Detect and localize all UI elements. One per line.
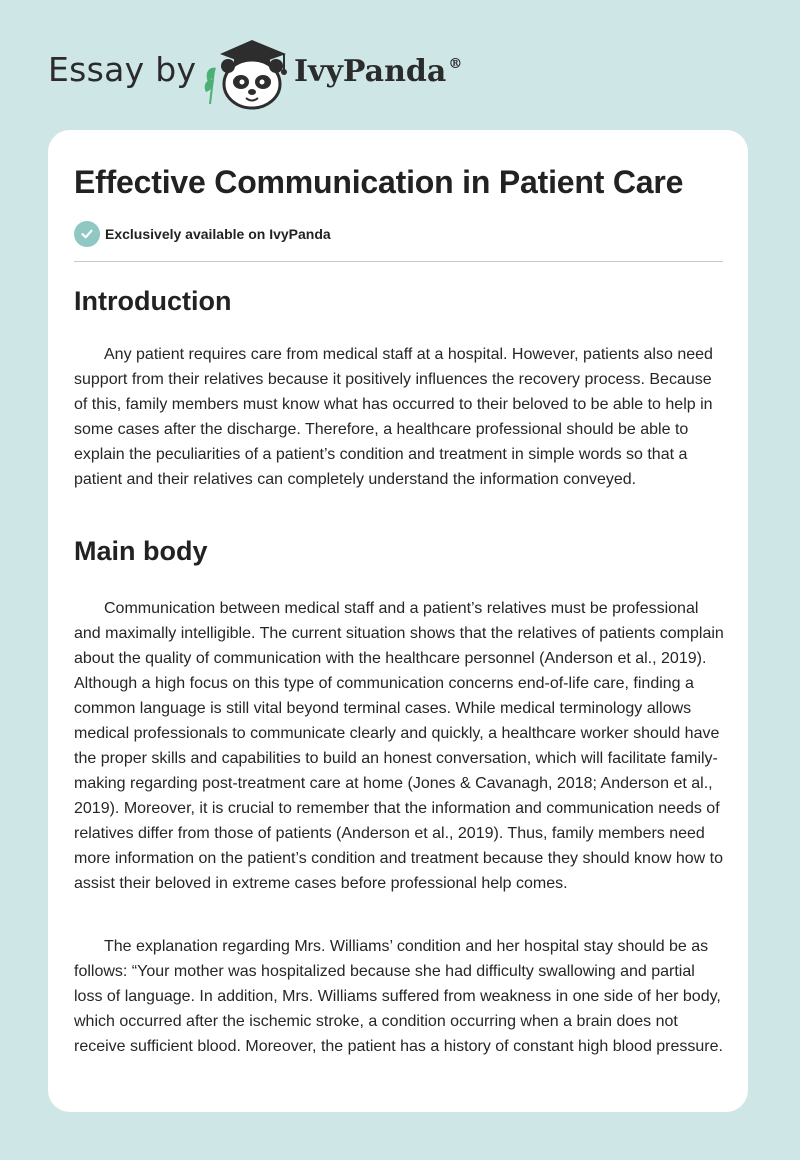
site-header: [0, 0, 800, 130]
essay-card: [48, 130, 748, 1112]
panda-graduate-icon[interactable]: [200, 32, 296, 112]
brand-name-text: IvyPanda: [294, 54, 447, 89]
registered-mark: ®: [448, 56, 463, 72]
paragraph-introduction-1: Any patient requires care from medical staff at a hospital. However, patients also need support from their relatives because it positively influences the recovery process. Because of this, family members must know what has occurred to their beloved to be able to help in some cases after the discharge. Therefore, a healthcare professional should be able to explain the peculiarities of a patient’s condition and treatment in simple words so that a patient and their relatives can completely understand the information conveyed.: [74, 346, 713, 488]
page-title: Effective Communication in Patient Care: [74, 164, 684, 200]
essay-by-label: Essay by: [48, 50, 197, 89]
exclusive-badge: [74, 221, 331, 247]
paragraph-main-body-1: Communication between medical staff and a patient’s relatives must be professional and maximally intelligible. The current situation shows that the relatives of patients complain about the quality of communication with the healthcare personnel (Anderson et al., 2019). Although a high focus on this type of communication concerns end-of-life care, finding a common language is still vital beyond terminal cases. While medical terminology allows medical professionals to communicate clearly and quickly, a healthcare worker should have the proper skills and capabilities to build an honest conversation, which will facilitate family-making regarding post-treatment care at home (Jones & Cavanagh, 2018; Anderson et al., 2019). Moreover, it is crucial to remember that the information and communication needs of relatives differ from those of patients (Anderson et al., 2019). Thus, family members need more information on the patient’s condition and treatment because they should know how to assist their beloved in extreme cases before professional help comes.: [74, 600, 724, 892]
check-circle-icon: [74, 221, 100, 247]
title-divider: [74, 261, 723, 262]
exclusive-badge-label: Exclusively available on IvyPanda: [105, 226, 331, 242]
section-heading-introduction: Introduction: [74, 286, 232, 316]
ivypanda-logo-text[interactable]: [294, 54, 462, 89]
paragraph-main-body-2: The explanation regarding Mrs. Williams’ condition and her hospital stay should be as follows: “Your mother was hospitalized because she had difficulty swallowing and partial loss of language. In addition, Mrs. Williams suffered from weakness in one side of her body, which occurred after the ischemic stroke, a condition occurring when a brain does not receive sufficient blood. Moreover, the patient has a history of constant high blood pressure.: [74, 938, 723, 1055]
section-heading-main-body: Main body: [74, 536, 208, 566]
